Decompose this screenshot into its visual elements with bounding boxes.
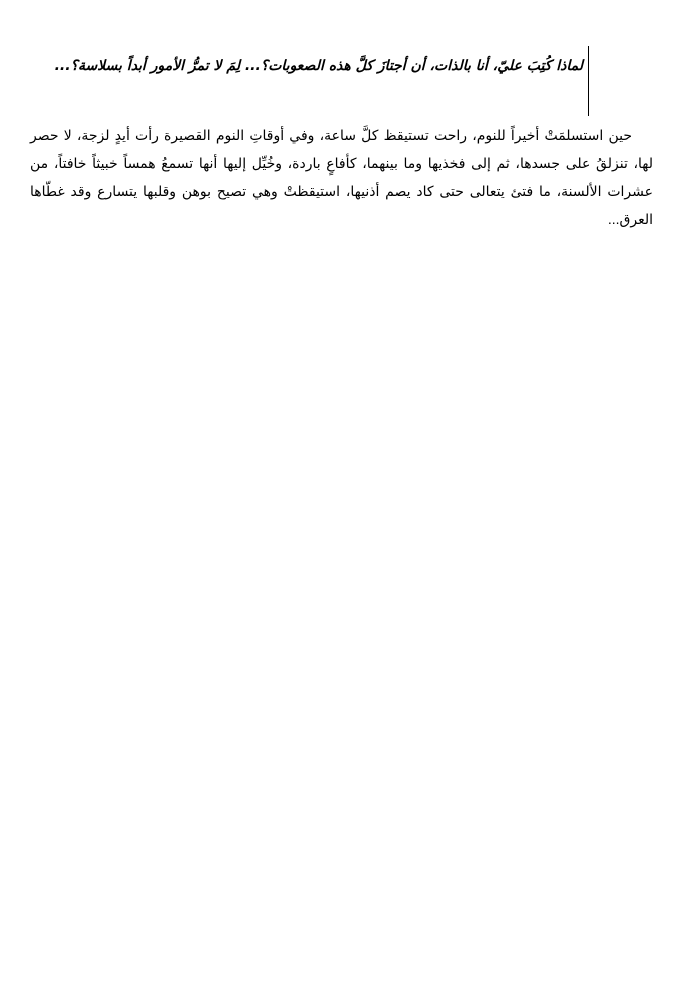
italic-quote: لماذا كُتِبَ عليّ، أنا بالذات، أن أجتازَ كلَّ هذه الصعوبات؟... لِمَ لا تمرُّ الأمور أبداً بسلاسة؟... [54,58,583,74]
quote-block [34,46,586,116]
body-paragraph: حين استسلمَتْ أخيراً للنوم، راحت تستيقظ كلَّ ساعة، وفي أوقاتِ النوم القصيرة رأت أيدٍ لزجة، لا حصر لها، تنزلقُ على جسدها، ثم إلى فخذيها وما بينهما، كأفاعٍ باردة، وخُيِّل إليها أنها تسمعُ همساً خبيثاً خافتاً، من عشرات الألسنة، ما فتئ يتعالى حتى كاد يصم أذنيها، استيقظتْ وهي تصيح بوهن وقلبها يتسارع وقد غطّاها العرق... [30,127,653,227]
quote-side-rule [588,46,589,116]
